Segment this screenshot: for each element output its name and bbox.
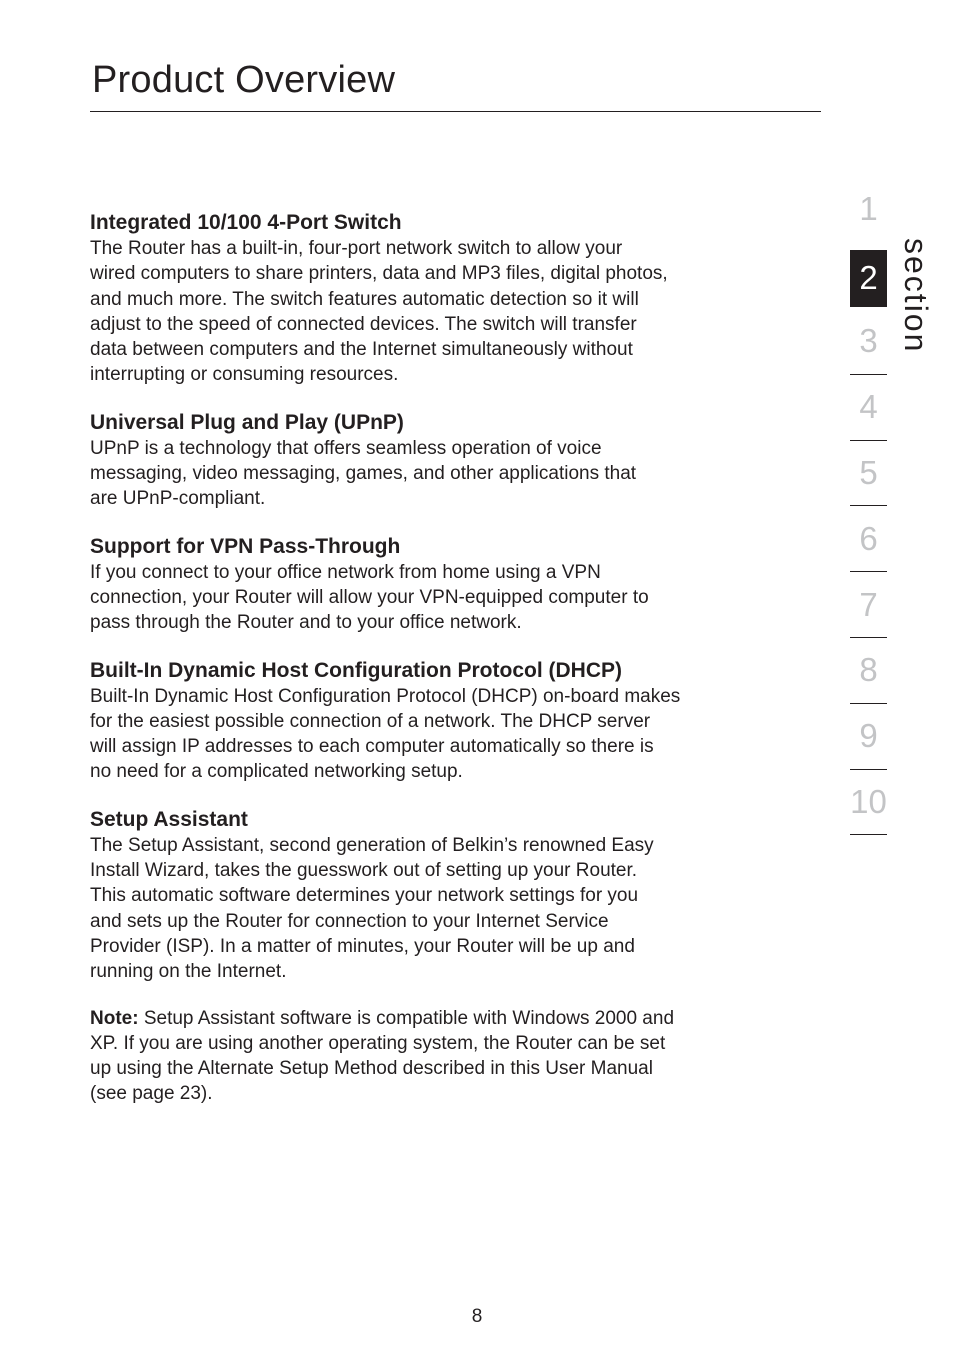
section-tab-5[interactable]: 5 — [850, 441, 887, 507]
section-heading: Setup Assistant — [90, 807, 248, 831]
section-body: The Setup Assistant, second generation of Belkin’s renowned Easy Install Wizard, takes the guesswork out of setting up your Router. This automatic software determines your network settings for you and sets up the Router for connection to your Internet Service Provider (ISP). In a matter of minutes, your Router will be up and running on the Internet. — [90, 834, 654, 983]
section-tab-4[interactable]: 4 — [850, 375, 887, 441]
note-paragraph — [90, 1006, 802, 1107]
section-tab-3[interactable]: 3 — [850, 308, 887, 375]
section-tab-8[interactable]: 8 — [850, 638, 887, 704]
title-rule — [90, 111, 821, 112]
section-tab-6[interactable]: 6 — [850, 506, 887, 572]
section-tab-7[interactable]: 7 — [850, 572, 887, 638]
section-body: The Router has a built-in, four-port network switch to allow your wired computers to share printers, data and MP3 files, digital photos, and much more. The switch features automatic detection so it will adjust to the speed of connected devices. The switch will transfer data between computers and the Internet simultaneously without interrupting or consuming resources. — [90, 238, 668, 386]
section-heading: Universal Plug and Play (UPnP) — [90, 410, 404, 434]
section-tab-9[interactable]: 9 — [850, 704, 887, 770]
section-setup-assistant — [90, 806, 802, 985]
section-tab-nav — [850, 176, 887, 835]
page-title: Product Overview — [92, 59, 396, 101]
section-body: UPnP is a technology that offers seamless operation of voice messaging, video messaging, games, and other applications that are UPnP-compliant. — [90, 437, 637, 510]
section-heading: Built-In Dynamic Host Configuration Protocol (DHCP) — [90, 658, 622, 682]
main-content — [90, 209, 802, 1107]
note-label: Note: — [90, 1007, 139, 1029]
section-tab-1[interactable]: 1 — [859, 189, 878, 227]
page-number: 8 — [471, 1306, 483, 1327]
section-upnp — [90, 409, 802, 512]
section-dhcp — [90, 657, 802, 785]
section-body: If you connect to your office network from home using a VPN connection, your Router will allow your VPN-equipped computer to pass through the Router and to your office network. — [90, 561, 649, 634]
section-switch — [90, 209, 802, 388]
section-heading: Integrated 10/100 4-Port Switch — [90, 211, 402, 234]
section-heading: Support for VPN Pass-Through — [90, 534, 401, 558]
section-tab-2[interactable]: 2 — [850, 250, 887, 307]
note-text: Setup Assistant software is compatible with Windows 2000 and XP. If you are using another operating system, the Router can be set up using the Alternate Setup Method described in this User Manual (see page 23). — [90, 1007, 675, 1105]
section-tab-10[interactable]: 10 — [850, 770, 887, 836]
section-body: Built-In Dynamic Host Configuration Protocol (DHCP) on-board makes for the easiest possible connection of a network. The DHCP server will assign IP addresses to each computer automatically so there is no need for a complicated networking setup. — [90, 685, 681, 783]
section-vpn — [90, 533, 802, 636]
section-label: section — [898, 238, 934, 354]
